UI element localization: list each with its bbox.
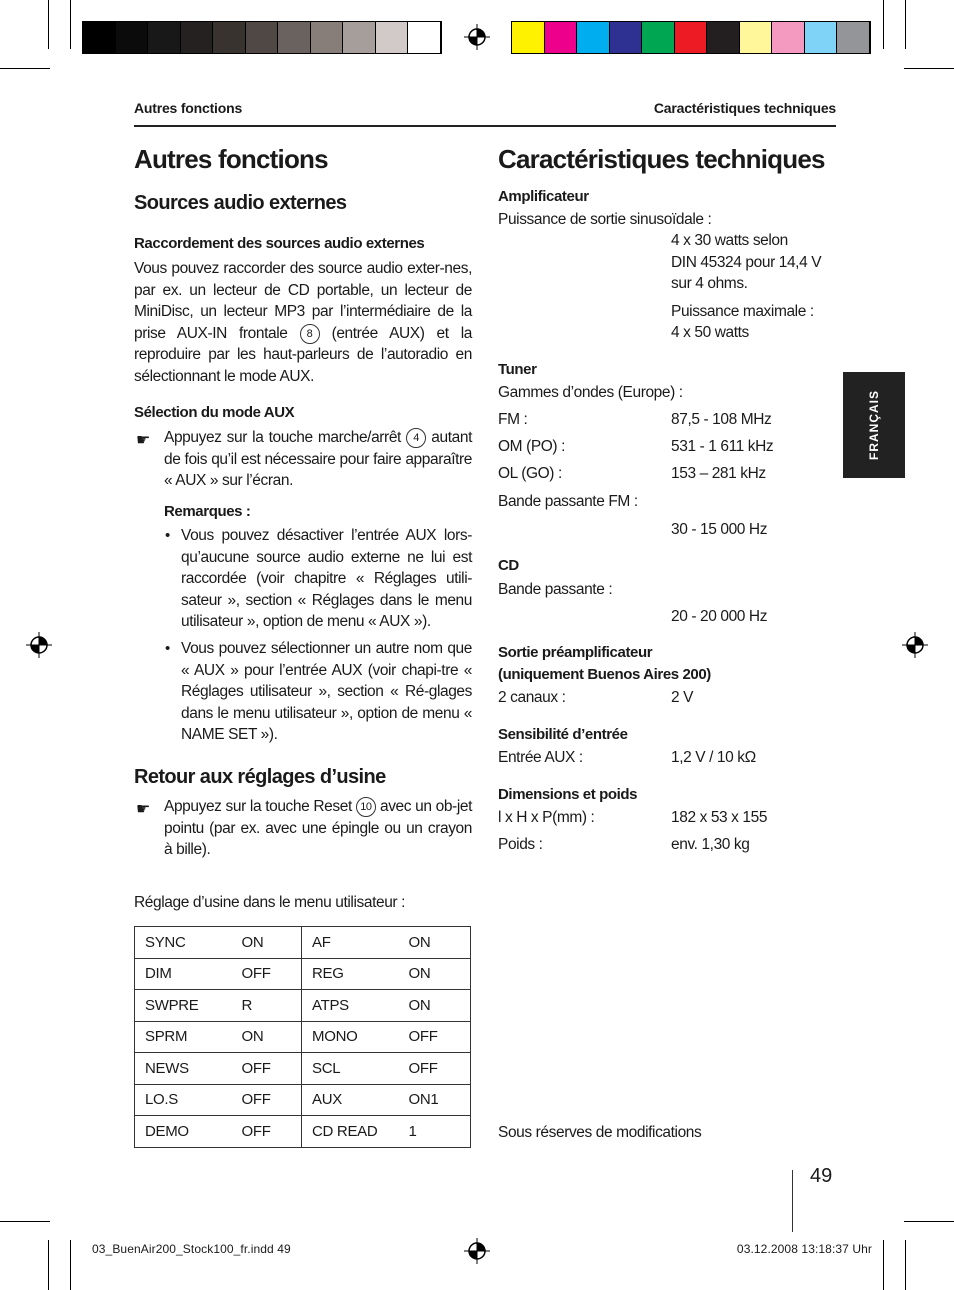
spec-label: Puissance de sortie sinusoïdale : (498, 211, 712, 228)
bullet-dot: • (165, 527, 171, 544)
color-swatch (116, 22, 149, 53)
crop-mark (905, 1240, 906, 1290)
subheading-aux-selection: Sélection du mode AUX (134, 404, 295, 421)
spec-heading-amplifier: Amplificateur (498, 188, 589, 205)
table-cell: SPRM (135, 1021, 232, 1053)
paragraph-connection: Vous pouvez raccorder des source audio exter-nes, par ex. un lecteur de CD portable, un lecteur de MiniDisc, un lecteur MP3 par l’intermédiaire de la prise AUX-IN frontale 8 (entrée AUX) et la reproduire par les haut-parleurs de l’autoradio en sélectionnant le mode AUX. (134, 260, 472, 385)
spec-label: FM : (498, 411, 528, 428)
notes-title: Remarques : (164, 503, 251, 520)
registration-mark-icon (902, 632, 928, 658)
table-row (135, 927, 471, 959)
page-title-left: Autres fonctions (134, 144, 328, 174)
key-number-badge: 4 (406, 428, 426, 448)
table-row (135, 1084, 471, 1116)
color-swatch (148, 22, 181, 53)
spec-heading-sensitivity: Sensibilité d’entrée (498, 726, 628, 743)
key-number-badge: 8 (300, 324, 320, 344)
table-cell: 1 (399, 1116, 471, 1148)
spec-heading-dimensions: Dimensions et poids (498, 786, 638, 803)
table-cell: AF (302, 927, 399, 959)
page-number-rule (792, 1170, 793, 1232)
registration-mark-icon (26, 632, 52, 658)
table-cell: SWPRE (135, 990, 232, 1022)
slug-file-name: 03_BuenAir200_Stock100_fr.indd 49 (92, 1242, 291, 1256)
color-swatch (376, 22, 409, 53)
spec-value: 30 - 15 000 Hz (671, 521, 768, 538)
crop-mark (883, 1240, 884, 1290)
spec-value: 531 - 1 611 kHz (671, 438, 774, 455)
footer-note: Sous réserves de modifications (498, 1124, 702, 1141)
table-cell: REG (302, 958, 399, 990)
table-cell: DIM (135, 958, 232, 990)
table-cell: DEMO (135, 1116, 232, 1148)
table-cell: ON (232, 1021, 302, 1053)
table-cell: OFF (232, 1116, 302, 1148)
table-row (135, 1021, 471, 1053)
spec-value: DIN 45324 pour 14,4 V (671, 254, 822, 271)
table-cell: ATPS (302, 990, 399, 1022)
spec-value: 4 x 30 watts selon (671, 232, 788, 249)
color-swatch (408, 22, 441, 53)
table-row (135, 1053, 471, 1085)
table-cell: AUX (302, 1084, 399, 1116)
subheading-connection: Raccordement des sources audio externes (134, 235, 425, 252)
crop-mark (48, 1240, 49, 1290)
spec-value: 20 - 20 000 Hz (671, 608, 768, 625)
crop-mark (883, 0, 884, 49)
pointing-hand-icon: ☛ (136, 432, 151, 449)
table-caption: Réglage d’usine dans le menu utilisateur : (134, 894, 405, 911)
table-row (135, 958, 471, 990)
slug-timestamp: 03.12.2008 13:18:37 Uhr (736, 1242, 872, 1256)
running-header-right: Caractéristiques techniques (653, 100, 836, 116)
table-cell: NEWS (135, 1053, 232, 1085)
crop-mark (48, 0, 49, 49)
color-swatch (707, 22, 740, 53)
spec-value: 1,2 V / 10 kΩ (671, 749, 756, 766)
table-cell: LO.S (135, 1084, 232, 1116)
spec-value: 182 x 53 x 155 (671, 809, 768, 826)
note-1: Vous pouvez désactiver l’entrée AUX lors-qu’aucune source audio externe ne lui est raccordée (voir chapitre « Réglages utili-sateur », section « Réglages dans le menu utilisateur », option de menu « AUX »). (181, 527, 472, 630)
color-swatch (740, 22, 773, 53)
spec-label: l x H x P(mm) : (498, 809, 595, 826)
color-swatch (246, 22, 279, 53)
spec-label: Entrée AUX : (498, 749, 583, 766)
table-cell: ON (232, 927, 302, 959)
language-tab: FRANÇAIS (843, 372, 905, 478)
spec-label: OM (PO) : (498, 438, 566, 455)
color-swatch (772, 22, 805, 53)
table-cell: SYNC (135, 927, 232, 959)
section-heading-external-sources: Sources audio externes (134, 192, 347, 214)
registration-mark-icon (464, 24, 490, 50)
color-swatch (213, 22, 246, 53)
spec-heading-preamp: Sortie préamplificateur (498, 644, 653, 661)
color-swatch (805, 22, 838, 53)
table-cell: OFF (232, 1084, 302, 1116)
table-cell: OFF (232, 1053, 302, 1085)
color-swatch (343, 22, 376, 53)
table-row (135, 990, 471, 1022)
table-cell: OFF (232, 958, 302, 990)
color-swatch (577, 22, 610, 53)
spec-label: Puissance maximale : (671, 303, 814, 320)
spec-value: 4 x 50 watts (671, 324, 749, 341)
spec-value: 87,5 - 108 MHz (671, 411, 772, 428)
table-cell: ON (399, 927, 471, 959)
bullet-dot: • (165, 640, 171, 657)
spec-value: sur 4 ohms. (671, 275, 748, 292)
spec-label: Gammes d’ondes (Europe) : (498, 384, 683, 401)
registration-mark-icon (464, 1238, 490, 1264)
pointing-hand-icon: ☛ (136, 801, 151, 818)
section-heading-factory-reset: Retour aux réglages d’usine (134, 766, 386, 788)
running-header-left: Autres fonctions (134, 100, 243, 116)
spec-label: Bande passante : (498, 581, 613, 598)
crop-mark (0, 68, 50, 69)
grayscale-bar (82, 21, 442, 54)
spec-value: 2 V (671, 689, 694, 706)
color-bar (511, 21, 871, 54)
spec-label: Bande passante FM : (498, 493, 638, 510)
crop-mark (70, 1240, 71, 1290)
table-cell: CD READ (302, 1116, 399, 1148)
table-cell: ON (399, 958, 471, 990)
color-swatch (311, 22, 344, 53)
page-title-right: Caractéristiques techniques (498, 144, 825, 174)
table-cell: OFF (399, 1021, 471, 1053)
spec-label: OL (GO) : (498, 465, 562, 482)
spec-heading-preamp-note: (uniquement Buenos Aires 200) (498, 666, 711, 683)
color-swatch (675, 22, 708, 53)
color-swatch (837, 22, 870, 53)
spec-label: 2 canaux : (498, 689, 566, 706)
color-swatch (610, 22, 643, 53)
note-2: Vous pouvez sélectionner un autre nom que « AUX » pour l’entrée AUX (voir chapi-tre « Réglages utilisateur », section « Ré-glages dans le menu utilisateur », option de menu « NAME SET »). (181, 640, 472, 743)
crop-mark (0, 1221, 50, 1222)
spec-heading-tuner: Tuner (498, 361, 537, 378)
crop-mark (905, 0, 906, 49)
table-cell: ON1 (399, 1084, 471, 1116)
crop-mark (904, 1221, 954, 1222)
crop-mark (70, 0, 71, 49)
color-swatch (278, 22, 311, 53)
key-number-badge: 10 (356, 797, 376, 817)
spec-heading-cd: CD (498, 557, 519, 574)
color-swatch (642, 22, 675, 53)
table-cell: ON (399, 990, 471, 1022)
crop-mark (904, 68, 954, 69)
table-cell: MONO (302, 1021, 399, 1053)
color-swatch (512, 22, 545, 53)
page-number: 49 (810, 1165, 833, 1187)
color-swatch (181, 22, 214, 53)
header-rule (134, 125, 836, 127)
table-cell: SCL (302, 1053, 399, 1085)
spec-value: 153 – 281 kHz (671, 465, 766, 482)
spec-value: env. 1,30 kg (671, 836, 750, 853)
color-swatch (545, 22, 578, 53)
color-swatch (83, 22, 116, 53)
instruction-reset: Appuyez sur la touche Reset 10 avec un ob-jet pointu (par ex. avec une épingle ou un crayon à bille). (164, 798, 472, 858)
table-cell: R (232, 990, 302, 1022)
table-cell: OFF (399, 1053, 471, 1085)
instruction-aux: Appuyez sur la touche marche/arrêt 4 autant de fois qu’il est nécessaire pour faire apparaître « AUX » sur l’écran. (164, 429, 472, 489)
table-row (135, 1116, 471, 1148)
factory-settings-table (134, 926, 471, 1148)
spec-label: Poids : (498, 836, 543, 853)
